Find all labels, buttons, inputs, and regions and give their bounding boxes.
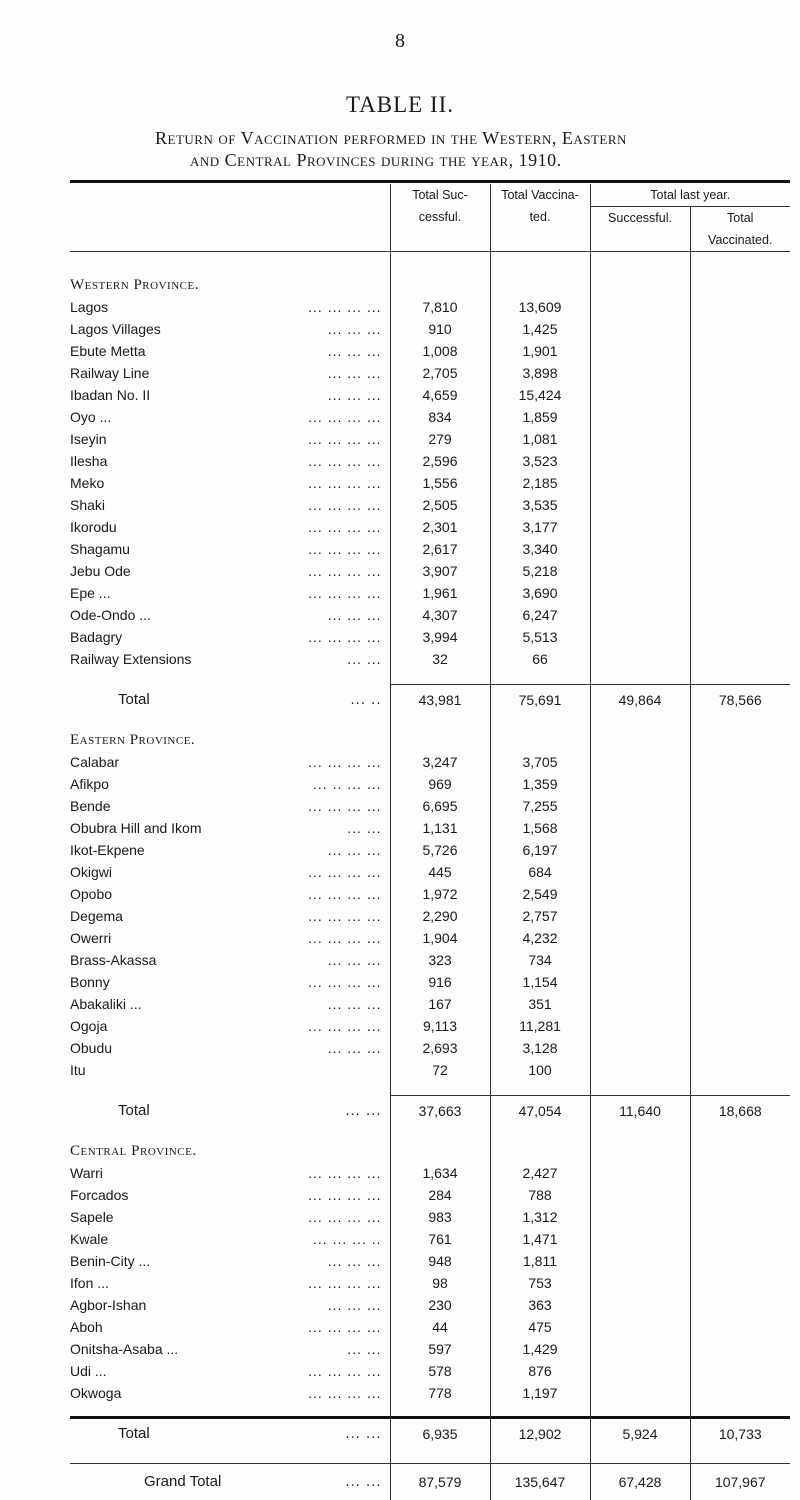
table-row (70, 971, 790, 993)
row-label (70, 428, 390, 450)
table-row (70, 362, 790, 384)
row-label (70, 817, 390, 839)
vaccinated-value: 3,177 (490, 516, 590, 538)
table-row (70, 296, 790, 318)
table-row (70, 795, 790, 817)
vaccinated-value: 1,154 (490, 971, 590, 993)
table-row (70, 1015, 790, 1037)
vaccinated-value: 2,549 (490, 883, 590, 905)
row-label (70, 1015, 390, 1037)
district-name: Kwale (70, 1231, 108, 1247)
last-year-vaccinated: 10,733 (690, 1419, 790, 1450)
top-rule (70, 180, 790, 183)
successful-value: 4,307 (390, 604, 490, 626)
total-vaccinated: 47,054 (490, 1096, 590, 1127)
table-title: TABLE II. (0, 92, 800, 118)
leader-dots: ... ... ... ... (308, 1184, 389, 1206)
leader-dots: ... ... ... ... (308, 751, 389, 773)
district-name: Ilesha (70, 453, 107, 469)
successful-value: 9,113 (390, 1015, 490, 1037)
vaccinated-value: 3,705 (490, 751, 590, 773)
vaccinated-value: 1,425 (490, 318, 590, 340)
row-label (70, 450, 390, 472)
table-row (70, 1338, 790, 1360)
leader-dots: ... ... ... (328, 993, 390, 1015)
last-year-vaccinated: 78,566 (690, 685, 790, 716)
leader-dots: ... ... ... .. (313, 1228, 389, 1250)
western-total-row (70, 685, 790, 716)
vaccinated-value: 3,690 (490, 582, 590, 604)
vaccinated-value: 15,424 (490, 384, 590, 406)
successful-value: 1,634 (390, 1162, 490, 1184)
leader-dots: ... ... ... (328, 839, 390, 861)
row-label (70, 472, 390, 494)
district-name: Ogoja (70, 1018, 107, 1034)
successful-value: 910 (390, 318, 490, 340)
total-successful: 6,935 (390, 1419, 490, 1450)
successful-value: 167 (390, 993, 490, 1015)
district-name: Onitsha-Asaba ... (70, 1341, 178, 1357)
table-row (70, 883, 790, 905)
vaccinated-value: 5,218 (490, 560, 590, 582)
row-label (70, 751, 390, 773)
leader-dots: ... ... ... (328, 318, 390, 340)
table-row (70, 751, 790, 773)
row-label (70, 318, 390, 340)
leader-dots: ... ... ... (328, 1250, 390, 1272)
vaccinated-value: 100 (490, 1059, 590, 1081)
district-name: Afikpo (70, 776, 109, 792)
leader-dots: ... ... ... ... (308, 883, 389, 905)
successful-value: 1,904 (390, 927, 490, 949)
leader-dots: ... ... (347, 648, 389, 670)
row-label (70, 1059, 390, 1081)
successful-value: 761 (390, 1228, 490, 1250)
successful-value: 98 (390, 1272, 490, 1294)
grand-total-vaccinated: 135,647 (490, 1464, 590, 1500)
table-row (70, 949, 790, 971)
vaccinated-value: 1,811 (490, 1250, 590, 1272)
leader-dots: ... ... ... ... (308, 406, 389, 428)
vaccinated-value: 1,859 (490, 406, 590, 428)
eastern-province-heading: Eastern Province. (70, 729, 390, 751)
leader-dots: ... ... ... (328, 1037, 390, 1059)
total-label: Total ... ... (70, 1096, 390, 1127)
leader-dots: ... ... ... ... (308, 1206, 389, 1228)
successful-value: 323 (390, 949, 490, 971)
leader-dots: ... ... (347, 817, 389, 839)
vaccinated-value: 1,197 (490, 1382, 590, 1404)
page-number: 8 (0, 30, 800, 53)
successful-value: 445 (390, 861, 490, 883)
district-name: Sapele (70, 1209, 114, 1225)
district-name: Okwoga (70, 1385, 121, 1401)
table-row (70, 905, 790, 927)
last-year-vaccinated: 18,668 (690, 1096, 790, 1127)
table-row (70, 773, 790, 795)
vaccinated-value: 6,197 (490, 839, 590, 861)
leader-dots: ... ... ... ... (308, 494, 389, 516)
vaccinated-value: 684 (490, 861, 590, 883)
district-name: Agbor-Ishan (70, 1297, 146, 1313)
vaccinated-value: 4,232 (490, 927, 590, 949)
district-name: Badagry (70, 629, 122, 645)
vaccinated-value: 3,523 (490, 450, 590, 472)
vaccinated-value: 2,427 (490, 1162, 590, 1184)
successful-value: 578 (390, 1360, 490, 1382)
leader-dots: ... ... ... ... (308, 1382, 389, 1404)
leader-dots: ... ... ... (328, 949, 390, 971)
successful-value: 597 (390, 1338, 490, 1360)
header-vaccinated-last: Total Vaccinated. (690, 207, 790, 252)
leader-dots: ... ... ... ... (308, 582, 389, 604)
district-name: Lagos Villages (70, 321, 161, 337)
row-label (70, 1338, 390, 1360)
successful-value: 2,617 (390, 538, 490, 560)
table-row (70, 1360, 790, 1382)
table-row (70, 516, 790, 538)
table-row (70, 861, 790, 883)
row-label (70, 971, 390, 993)
leader-dots: ... ... ... ... (308, 1015, 389, 1037)
row-label (70, 1162, 390, 1184)
table-row (70, 384, 790, 406)
table-row (70, 626, 790, 648)
total-successful: 43,981 (390, 685, 490, 716)
western-province-heading: Western Province. (70, 274, 390, 296)
vaccinated-value: 7,255 (490, 795, 590, 817)
district-name: Obubra Hill and Ikom (70, 820, 202, 836)
total-vaccinated: 12,902 (490, 1419, 590, 1450)
table-row (70, 560, 790, 582)
row-label (70, 494, 390, 516)
table-row (70, 318, 790, 340)
table-row (70, 538, 790, 560)
table-row (70, 1294, 790, 1316)
table-row (70, 993, 790, 1015)
table-row (70, 450, 790, 472)
leader-dots: ... ... ... ... (308, 516, 389, 538)
table-subtitle-line1: Return of Vaccination performed in the Western, Eastern (155, 128, 795, 149)
vaccinated-value: 1,312 (490, 1206, 590, 1228)
row-label (70, 296, 390, 318)
table-row (70, 839, 790, 861)
successful-value: 1,008 (390, 340, 490, 362)
row-label (70, 582, 390, 604)
vaccinated-value: 734 (490, 949, 590, 971)
row-label (70, 604, 390, 626)
vaccinated-value: 876 (490, 1360, 590, 1382)
last-year-successful: 5,924 (590, 1419, 690, 1450)
district-name: Ikorodu (70, 519, 117, 535)
district-name: Forcados (70, 1187, 128, 1203)
leader-dots: ... ... ... (328, 340, 390, 362)
table-row (70, 1206, 790, 1228)
district-name: Ode-Ondo ... (70, 607, 151, 623)
district-name: Ikot-Ekpene (70, 842, 145, 858)
bottom-rule (70, 1416, 790, 1419)
successful-value: 284 (390, 1184, 490, 1206)
row-label (70, 538, 390, 560)
district-name: Calabar (70, 754, 119, 770)
successful-value: 1,972 (390, 883, 490, 905)
table-row (70, 1382, 790, 1404)
district-name: Shaki (70, 497, 105, 513)
successful-value: 2,301 (390, 516, 490, 538)
table-row (70, 927, 790, 949)
table-row (70, 340, 790, 362)
total-successful: 37,663 (390, 1096, 490, 1127)
leader-dots: ... ... (347, 1338, 389, 1360)
successful-value: 3,994 (390, 626, 490, 648)
successful-value: 1,961 (390, 582, 490, 604)
row-label (70, 927, 390, 949)
leader-dots: ... ... ... ... (308, 560, 389, 582)
vaccinated-value: 3,535 (490, 494, 590, 516)
district-name: Benin-City ... (70, 1253, 150, 1269)
district-name: Iseyin (70, 431, 107, 447)
successful-value: 948 (390, 1250, 490, 1272)
successful-value: 6,695 (390, 795, 490, 817)
row-label (70, 626, 390, 648)
district-name: Shagamu (70, 541, 130, 557)
row-label (70, 773, 390, 795)
district-name: Brass-Akassa (70, 952, 156, 968)
successful-value: 32 (390, 648, 490, 670)
vaccinated-value: 351 (490, 993, 590, 1015)
successful-value: 2,693 (390, 1037, 490, 1059)
district-name: Jebu Ode (70, 563, 131, 579)
district-name: Obudu (70, 1040, 112, 1056)
row-label (70, 1316, 390, 1338)
district-name: Epe ... (70, 585, 110, 601)
successful-value: 1,131 (390, 817, 490, 839)
successful-value: 2,596 (390, 450, 490, 472)
row-label (70, 1272, 390, 1294)
leader-dots: ... ... ... (328, 362, 390, 384)
successful-value: 7,810 (390, 296, 490, 318)
successful-value: 72 (390, 1059, 490, 1081)
row-label (70, 384, 390, 406)
vaccination-table (70, 184, 790, 1500)
vaccinated-value: 11,281 (490, 1015, 590, 1037)
vaccinated-value: 13,609 (490, 296, 590, 318)
successful-value: 983 (390, 1206, 490, 1228)
row-label (70, 883, 390, 905)
leader-dots: ... ... ... ... (308, 861, 389, 883)
district-name: Owerri (70, 930, 111, 946)
successful-value: 2,505 (390, 494, 490, 516)
row-label (70, 560, 390, 582)
successful-value: 3,907 (390, 560, 490, 582)
row-label (70, 949, 390, 971)
district-name: Opobo (70, 886, 112, 902)
successful-value: 834 (390, 406, 490, 428)
leader-dots: ... ... ... ... (308, 795, 389, 817)
table-row (70, 1250, 790, 1272)
row-label (70, 1228, 390, 1250)
district-name: Oyo ... (70, 409, 111, 425)
vaccinated-value: 5,513 (490, 626, 590, 648)
table-row (70, 428, 790, 450)
vaccinated-value: 3,128 (490, 1037, 590, 1059)
table-subtitle-line2: and Central Provinces during the year, 1910. (190, 150, 800, 171)
district-name: Ibadan No. II (70, 387, 150, 403)
table-row (70, 582, 790, 604)
row-label (70, 861, 390, 883)
vaccinated-value: 66 (490, 648, 590, 670)
row-label (70, 839, 390, 861)
district-name: Lagos (70, 299, 108, 315)
leader-dots: ... ... ... ... (308, 1360, 389, 1382)
leader-dots: ... ... ... ... (308, 905, 389, 927)
vaccinated-value: 3,340 (490, 538, 590, 560)
successful-value: 230 (390, 1294, 490, 1316)
grand-last-vaccinated: 107,967 (690, 1464, 790, 1500)
district-name: Railway Line (70, 365, 149, 381)
leader-dots: ... ... ... ... (308, 296, 389, 318)
table-row (70, 1059, 790, 1081)
district-name: Aboh (70, 1319, 103, 1335)
successful-value: 778 (390, 1382, 490, 1404)
total-label: Total ... .. (70, 685, 390, 716)
district-name: Itu (70, 1062, 86, 1078)
table-row (70, 1037, 790, 1059)
header-total-last-year: Total last year. (590, 184, 790, 207)
vaccinated-value: 363 (490, 1294, 590, 1316)
row-label (70, 1294, 390, 1316)
district-name: Udi ... (70, 1363, 107, 1379)
vaccinated-value: 753 (490, 1272, 590, 1294)
vaccinated-value: 6,247 (490, 604, 590, 626)
row-label (70, 795, 390, 817)
table-row (70, 472, 790, 494)
vaccinated-value: 1,359 (490, 773, 590, 795)
vaccinated-value: 1,568 (490, 817, 590, 839)
vaccinated-value: 1,901 (490, 340, 590, 362)
table-row (70, 817, 790, 839)
row-label (70, 905, 390, 927)
table-row (70, 1184, 790, 1206)
district-name: Railway Extensions (70, 651, 191, 667)
row-label (70, 1382, 390, 1404)
successful-value: 5,726 (390, 839, 490, 861)
leader-dots: ... ... ... ... (308, 1316, 389, 1338)
header-total-vaccinated: Total Vaccina- ted. (490, 184, 590, 252)
leader-dots: ... .. ... ... (313, 773, 389, 795)
vaccinated-value: 2,757 (490, 905, 590, 927)
table-row (70, 648, 790, 670)
table-row (70, 1228, 790, 1250)
leader-dots: ... ... ... ... (308, 428, 389, 450)
vaccinated-value: 1,429 (490, 1338, 590, 1360)
header-successful-last: Successful. (590, 207, 690, 252)
grand-last-successful: 67,428 (590, 1464, 690, 1500)
table-row (70, 604, 790, 626)
district-name: Ifon ... (70, 1275, 109, 1291)
leader-dots: ... ... ... ... (308, 472, 389, 494)
grand-total-label: Grand Total ... ... (70, 1464, 390, 1500)
table-row (70, 494, 790, 516)
total-vaccinated: 75,691 (490, 685, 590, 716)
successful-value: 1,556 (390, 472, 490, 494)
district-name: Degema (70, 908, 123, 924)
table-row (70, 406, 790, 428)
row-label (70, 1206, 390, 1228)
district-name: Abakaliki ... (70, 996, 142, 1012)
district-name: Bende (70, 798, 110, 814)
table-row (70, 1162, 790, 1184)
total-label: Total ... ... (70, 1419, 390, 1450)
vaccinated-value: 475 (490, 1316, 590, 1338)
vaccinated-value: 2,185 (490, 472, 590, 494)
last-year-successful: 49,864 (590, 685, 690, 716)
row-label (70, 648, 390, 670)
leader-dots: ... ... ... ... (308, 1272, 389, 1294)
leader-dots: ... ... ... ... (308, 927, 389, 949)
header-total-successful: Total Suc- cessful. (390, 184, 490, 252)
row-label (70, 516, 390, 538)
successful-value: 916 (390, 971, 490, 993)
leader-dots: ... ... ... (328, 1294, 390, 1316)
district-name: Ebute Metta (70, 343, 146, 359)
row-label (70, 340, 390, 362)
successful-value: 2,290 (390, 905, 490, 927)
row-label (70, 1037, 390, 1059)
leader-dots: ... ... ... (328, 604, 390, 626)
leader-dots: ... ... ... ... (308, 450, 389, 472)
successful-value: 279 (390, 428, 490, 450)
district-name: Bonny (70, 974, 110, 990)
leader-dots: ... ... ... ... (308, 626, 389, 648)
last-year-successful: 11,640 (590, 1096, 690, 1127)
vaccinated-value: 3,898 (490, 362, 590, 384)
successful-value: 969 (390, 773, 490, 795)
grand-total-row (70, 1464, 790, 1500)
row-label (70, 406, 390, 428)
district-name: Warri (70, 1165, 103, 1181)
successful-value: 3,247 (390, 751, 490, 773)
vaccinated-value: 1,081 (490, 428, 590, 450)
row-label (70, 362, 390, 384)
leader-dots: ... ... ... ... (308, 971, 389, 993)
district-name: Okigwi (70, 864, 112, 880)
leader-dots: ... ... ... (328, 384, 390, 406)
row-label (70, 1360, 390, 1382)
district-name: Meko (70, 475, 104, 491)
leader-dots: ... ... ... ... (308, 538, 389, 560)
eastern-total-row (70, 1096, 790, 1127)
grand-total-successful: 87,579 (390, 1464, 490, 1500)
vaccinated-value: 788 (490, 1184, 590, 1206)
table-row (70, 1316, 790, 1338)
row-label (70, 1184, 390, 1206)
row-label (70, 993, 390, 1015)
leader-dots: ... ... ... ... (308, 1162, 389, 1184)
successful-value: 44 (390, 1316, 490, 1338)
table-row (70, 1272, 790, 1294)
successful-value: 4,659 (390, 384, 490, 406)
vaccinated-value: 1,471 (490, 1228, 590, 1250)
row-label (70, 1250, 390, 1272)
central-province-heading: Central Province. (70, 1140, 390, 1162)
successful-value: 2,705 (390, 362, 490, 384)
